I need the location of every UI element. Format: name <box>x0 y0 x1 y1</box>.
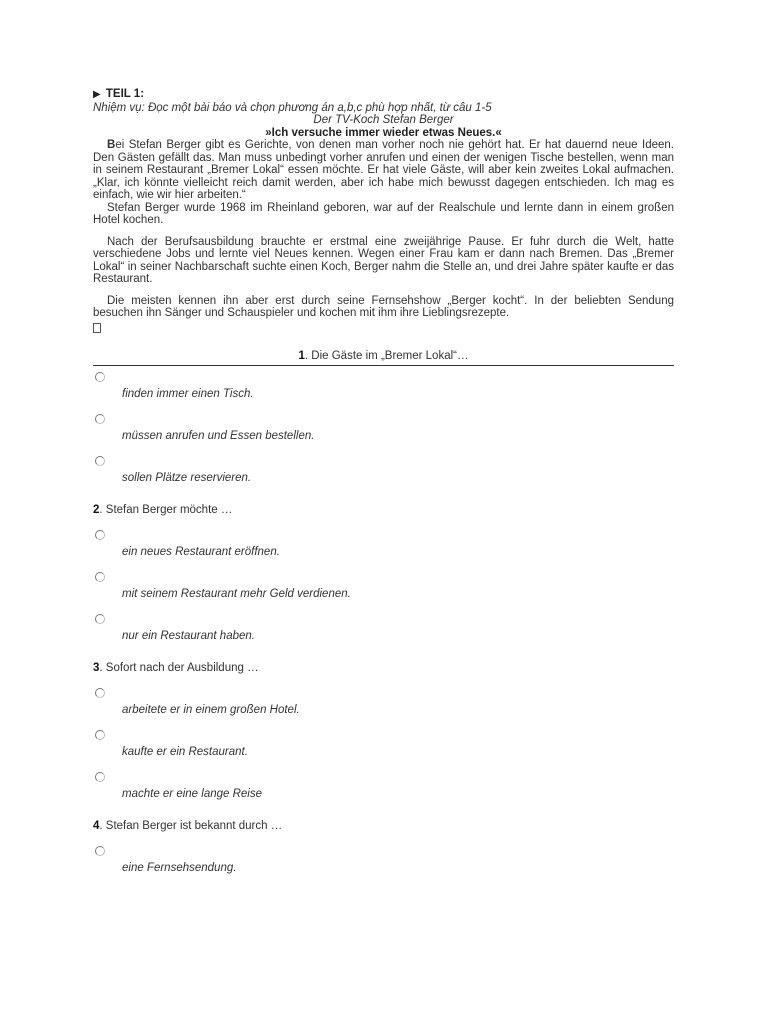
question-number: 2 <box>93 503 100 516</box>
question-4-title <box>93 820 674 840</box>
option-label: nur ein Restaurant haben. <box>122 629 255 642</box>
option-label: machte er eine lange Reise <box>122 787 262 800</box>
article-paragraph-1 <box>93 139 674 202</box>
question-text: . Stefan Berger ist bekannt durch … <box>99 819 283 832</box>
paragraph-1-text: ei Stefan Berger gibt es Gerichte, von denen man vorher noch nie gehört hat. Er hat dauernd neue Ideen. Den Gästen gefällt das. Man muss unbedingt vorher anrufen und einen der wenigen Tische bestellen, wenn man in seinem Restaurant „Bremer Lokal“ essen möchte. Er hat viele Gäste, will aber kein zweites Lokal aufmachen. „Klar, ich könnte vielleicht reich damit werden, aber ich habe mich bewusst dagegen entschieden. Ich mag es einfach, wie wir hier arbeiten.“ <box>93 139 674 201</box>
option-label: ein neues Restaurant eröffnen. <box>122 545 280 558</box>
radio-button[interactable] <box>95 572 105 582</box>
section-title: TEIL 1: <box>105 88 145 100</box>
article-paragraph-4: Die meisten kennen ihn aber erst durch seine Fernsehshow „Berger kocht“. In der beliebten Sendung besuchen ihn Sänger und Schauspieler und kochen mit ihm ihre Lieblingsrezepte. <box>93 294 674 319</box>
option-label: sollen Plätze reservieren. <box>122 471 252 484</box>
radio-button[interactable] <box>95 730 105 740</box>
drop-initial: B <box>107 139 116 151</box>
article-paragraph-3: Nach der Berufsausbildung brauchte er erstmal eine zweijährige Pause. Er fuhr durch die Welt, hatte verschiedene Jobs und lernte viel Neues kennen. Wegen einer Frau kam er dann nach Bremen. Das „Bremer Lokal“ in seiner Nachbarschaft suchte einen Koch, Berger nahm die Stelle an, und drei Jahre später kaufte er das Restaurant. <box>93 235 674 285</box>
radio-button[interactable] <box>95 688 105 698</box>
document <box>93 88 674 882</box>
option-label: finden immer einen Tisch. <box>122 387 254 400</box>
radio-button[interactable] <box>95 456 105 466</box>
question-2-option-a[interactable] <box>93 524 674 566</box>
radio-button[interactable] <box>95 846 105 856</box>
article-source: Der TV-Koch Stefan Berger <box>313 114 454 126</box>
option-label: kaufte er ein Restaurant. <box>122 745 248 758</box>
question-number: 1 <box>298 350 305 362</box>
question-1-option-b[interactable] <box>93 408 674 450</box>
radio-button[interactable] <box>95 530 105 540</box>
task-instruction: Nhiệm vụ: Đọc một bài báo và chọn phương án a,b,c phù hợp nhất, từ câu 1-5 <box>93 101 492 114</box>
radio-button[interactable] <box>95 772 105 782</box>
question-text: . Die Gäste im „Bremer Lokal“… <box>304 350 469 362</box>
option-label: eine Fernsehsendung. <box>122 861 237 874</box>
question-3-option-a[interactable] <box>93 682 674 724</box>
radio-button[interactable] <box>95 414 105 424</box>
question-3-option-b[interactable] <box>93 724 674 766</box>
section-heading <box>93 88 674 102</box>
question-3-option-c[interactable] <box>93 766 674 808</box>
question-4-option-a[interactable] <box>93 840 674 882</box>
question-text: . Stefan Berger möchte … <box>99 503 233 516</box>
question-2-option-b[interactable] <box>93 566 674 608</box>
question-number: 4 <box>93 819 100 832</box>
radio-button[interactable] <box>95 614 105 624</box>
question-1-option-a[interactable] <box>93 366 674 408</box>
option-label: mit seinem Restaurant mehr Geld verdienen. <box>122 587 351 600</box>
play-arrow-icon: ▶ <box>93 89 101 100</box>
question-2-title <box>93 504 674 524</box>
question-number: 3 <box>93 661 100 674</box>
radio-button[interactable] <box>95 372 105 382</box>
article-paragraph-2: Stefan Berger wurde 1968 im Rheinland geboren, war auf der Realschule und lernte dann in einem großen Hotel kochen. <box>93 201 674 226</box>
question-text: . Sofort nach der Ausbildung … <box>99 661 259 674</box>
question-3-title <box>93 662 674 682</box>
placeholder-box-icon <box>93 320 674 337</box>
option-label: müssen anrufen und Essen bestellen. <box>122 429 315 442</box>
option-label: arbeitete er in einem großen Hotel. <box>122 703 300 716</box>
question-2-option-c[interactable] <box>93 608 674 650</box>
question-1-title <box>93 350 674 366</box>
article-headline: »Ich versuche immer wieder etwas Neues.« <box>265 126 502 139</box>
question-1-option-c[interactable] <box>93 450 674 492</box>
